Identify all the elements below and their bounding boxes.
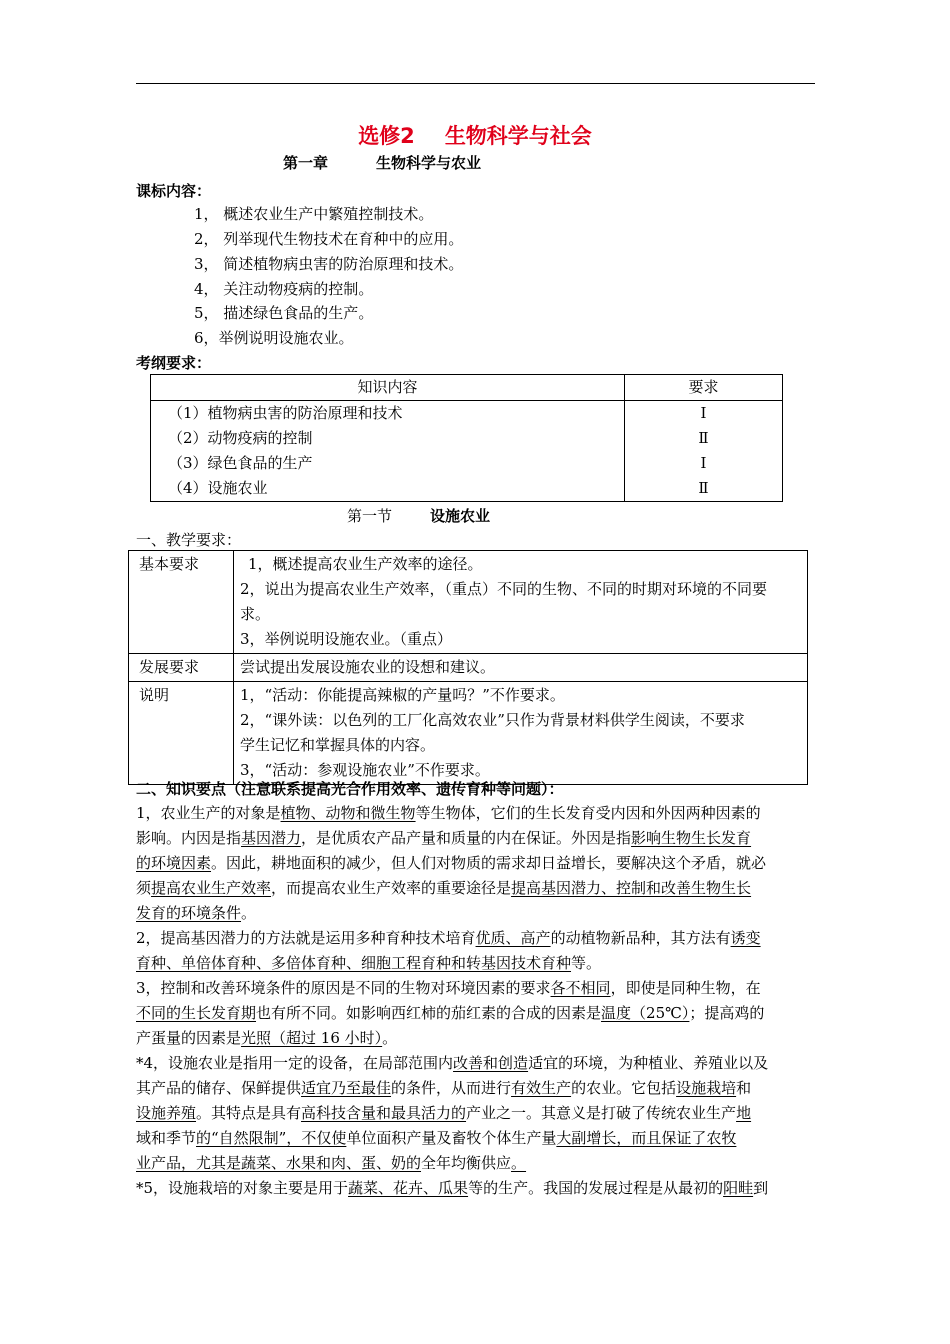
develop-content: 尝试提出发展设施农业的设想和建议。 [234,654,808,682]
text-run: 影响。内因是指 [136,829,242,847]
chapter-name: 生物科学与农业 [376,154,482,172]
paragraph-line [136,976,816,1001]
title-course: 选修2 [358,124,415,148]
text-run: 到 [753,1179,769,1197]
key-term: 阳畦 [723,1179,754,1197]
key-term: 的“自然限制”，不仅使 [196,1129,347,1147]
key-term: 适宜乃至最佳 [301,1079,392,1097]
row-level: Ⅱ [625,426,783,451]
header-rule [136,83,815,84]
paragraph-line [136,801,816,826]
paragraph-line [136,1026,816,1051]
kaogang-table [150,374,783,502]
chapter-number: 第一章 [283,154,329,172]
text-run: 。 [241,904,257,922]
paragraph-line [136,1001,816,1026]
section-number: 第一节 [347,507,393,525]
text-run: 须 [136,879,152,897]
key-term: 改善和创造 [453,1054,529,1072]
key-term: 提高基因潜力、控制和改善生物生长 [511,879,752,897]
text-run: 3，控制和改善环境条件的原因是不同的生物对环境因素的要求 [136,979,551,997]
develop-label: 发展要求 [129,654,234,682]
text-run: 其产品的储存、保鲜提供 [136,1079,302,1097]
text-run: 域和季节 [136,1129,197,1147]
knowledge-paragraph-2 [136,926,816,976]
table-row [151,401,783,427]
note-label: 说明 [129,682,234,785]
title-subject: 生物科学与社会 [444,124,592,148]
basic-content [234,551,808,654]
table-row [129,551,808,654]
text-run: ，而提高农业生产效率的重要途径是 [271,879,512,897]
kebiao-item: 3， 简述植物病虫害的防治原理和技术。 [194,255,464,273]
note-line: 2，“课外读：以色列的工厂化高效农业”只作为背景材料供学生阅读，不要求 [240,711,745,729]
text-run: 等生物体，它们的生长发育受内因和外因两种因素的 [415,804,761,822]
basic-line: 3，举例说明设施农业。（重点） [240,630,453,648]
key-term: 设施养殖 [136,1104,197,1122]
knowledge-paragraph-5 [136,1176,816,1201]
key-term: 光照（超过 16 小时） [241,1029,383,1047]
header-content: 知识内容 [151,375,625,401]
text-run: 。因此，耕地面积的减少，但人们对物质的需求却日益增长，要解决这个矛盾，就必 [211,854,767,872]
text-run: 等。 [571,954,602,972]
paragraph-line [136,826,816,851]
text-run: 和 [736,1079,752,1097]
key-term: 的环境因素 [136,854,212,872]
key-term: 。 [511,1154,527,1172]
paragraph-line [136,1126,816,1151]
table-row [151,476,783,502]
text-run: *5，设施栽培的对象主要是用于 [136,1179,349,1197]
key-term: 各不相同 [550,979,611,997]
paragraph-line [136,1151,816,1176]
key-term: 地 [736,1104,752,1122]
note-line: 学生记忆和掌握具体的内容。 [240,736,436,754]
paragraph-line [136,1076,816,1101]
knowledge-paragraph-3 [136,976,816,1051]
key-term: 育种、单倍体育种、多倍体育种、细胞工程育种和转基因技术育种 [136,954,572,972]
table-header-row [151,375,783,401]
key-term: 不同的生长发育期 [136,1004,257,1022]
row-content: （4）设施农业 [151,476,625,502]
paragraph-line [136,951,816,976]
row-content: （1）植物病虫害的防治原理和技术 [151,401,625,427]
text-run: 产业之一。其意义是打破了传统农业生产 [466,1104,737,1122]
key-term: 基因潜力 [241,829,302,847]
knowledge-paragraph-1 [136,801,816,926]
paragraph-line [136,876,816,901]
table-row [151,426,783,451]
knowledge-paragraph-4 [136,1051,816,1176]
kaogang-heading: 考纲要求： [136,354,212,372]
text-run: 适宜的环境，为种植业、养殖业以及 [528,1054,769,1072]
paragraph-line [136,851,816,876]
text-run: ，是优质农产品产量和质量的内在保证。外因是指 [301,829,632,847]
section-name: 设施农业 [430,507,491,525]
kebiao-item: 5， 描述绿色食品的生产。 [194,304,374,322]
note-line: 3，“活动：参观设施农业”不作要求。 [240,761,490,779]
key-term: 提高农业生产效率 [151,879,272,897]
teaching-heading: 一、教学要求： [136,531,242,549]
paragraph-line [136,1176,816,1201]
chapter-heading [283,152,481,173]
basic-line: 求。 [240,605,271,623]
text-run: 等的生产。我国的发展过程是从最初的 [468,1179,724,1197]
key-term: 植物、动物和微生物 [280,804,416,822]
paragraph-line [136,926,816,951]
basic-label: 基本要求 [129,551,234,654]
note-content [234,682,808,785]
text-run: 也有所不同。如影响西红柿的茄红素的合成的因素是 [256,1004,602,1022]
section-heading [347,505,490,526]
text-run: ；提高鸡的 [689,1004,765,1022]
table-row [151,451,783,476]
paragraph-line [136,1051,816,1076]
text-run: 的农业。它包括 [571,1079,677,1097]
key-term: 诱变 [730,929,761,947]
row-level: Ⅰ [625,401,783,427]
paragraph-line [136,1101,816,1126]
row-level: Ⅱ [625,476,783,502]
table-row [129,654,808,682]
text-run: 的动植物新品种，其方法有 [550,929,731,947]
text-run: 2，提高基因潜力的方法就是运用多种育种技术培育 [136,929,476,947]
key-term: 有效生产 [511,1079,572,1097]
kebiao-item: 1， 概述农业生产中繁殖控制技术。 [194,205,434,223]
key-term: 设施栽培 [676,1079,737,1097]
row-level: Ⅰ [625,451,783,476]
key-term: 影响生物生长发育 [631,829,752,847]
text-run: ，即使是同种生物，在 [610,979,761,997]
row-content: （3）绿色食品的生产 [151,451,625,476]
key-term: 发育的环境条件 [136,904,242,922]
basic-line: 1，概述提高农业生产效率的途径。 [248,555,483,573]
row-content: （2）动物疫病的控制 [151,426,625,451]
key-term: 温度（25℃） [601,1004,690,1022]
basic-line: 2，说出为提高农业生产效率，（重点）不同的生物、不同的时期对环境的不同要 [240,580,768,598]
key-term: 优质、高产 [475,929,551,947]
note-line: 1，“活动：你能提高辣椒的产量吗？”不作要求。 [240,686,565,704]
key-term: 业产品，尤其是蔬菜、水果和肉、蛋、奶的 [136,1154,422,1172]
table-row [129,682,808,785]
text-run: 单位面积产量及畜牧个体生产量 [346,1129,557,1147]
text-run: *4，设施农业是指用一定的设备，在局部范围内 [136,1054,454,1072]
text-run: 全年均衡供应 [421,1154,512,1172]
kebiao-item: 2， 列举现代生物技术在育种中的应用。 [194,230,464,248]
text-run: 1，农业生产的对象是 [136,804,281,822]
text-run: 。其特点是具有 [196,1104,302,1122]
paragraph-line [136,901,816,926]
knowledge-heading: 二、知识要点（注意联系提高光合作用效率、遗传育种等问题）： [136,780,564,798]
text-run: 产蛋量的因素是 [136,1029,242,1047]
key-term: 蔬菜、花卉、瓜果 [348,1179,469,1197]
key-term: 高科技含量和最具活力的 [301,1104,467,1122]
header-requirement: 要求 [625,375,783,401]
text-run: 的条件，从而进行 [391,1079,512,1097]
kebiao-item: 4， 关注动物疫病的控制。 [194,280,374,298]
teaching-table [128,550,808,785]
key-term: 大副增长，而且保证了农牧 [556,1129,737,1147]
kebiao-item: 6，举例说明设施农业。 [194,329,354,347]
text-run: 。 [382,1029,398,1047]
kebiao-heading: 课标内容： [136,182,212,200]
page-title [0,120,950,150]
